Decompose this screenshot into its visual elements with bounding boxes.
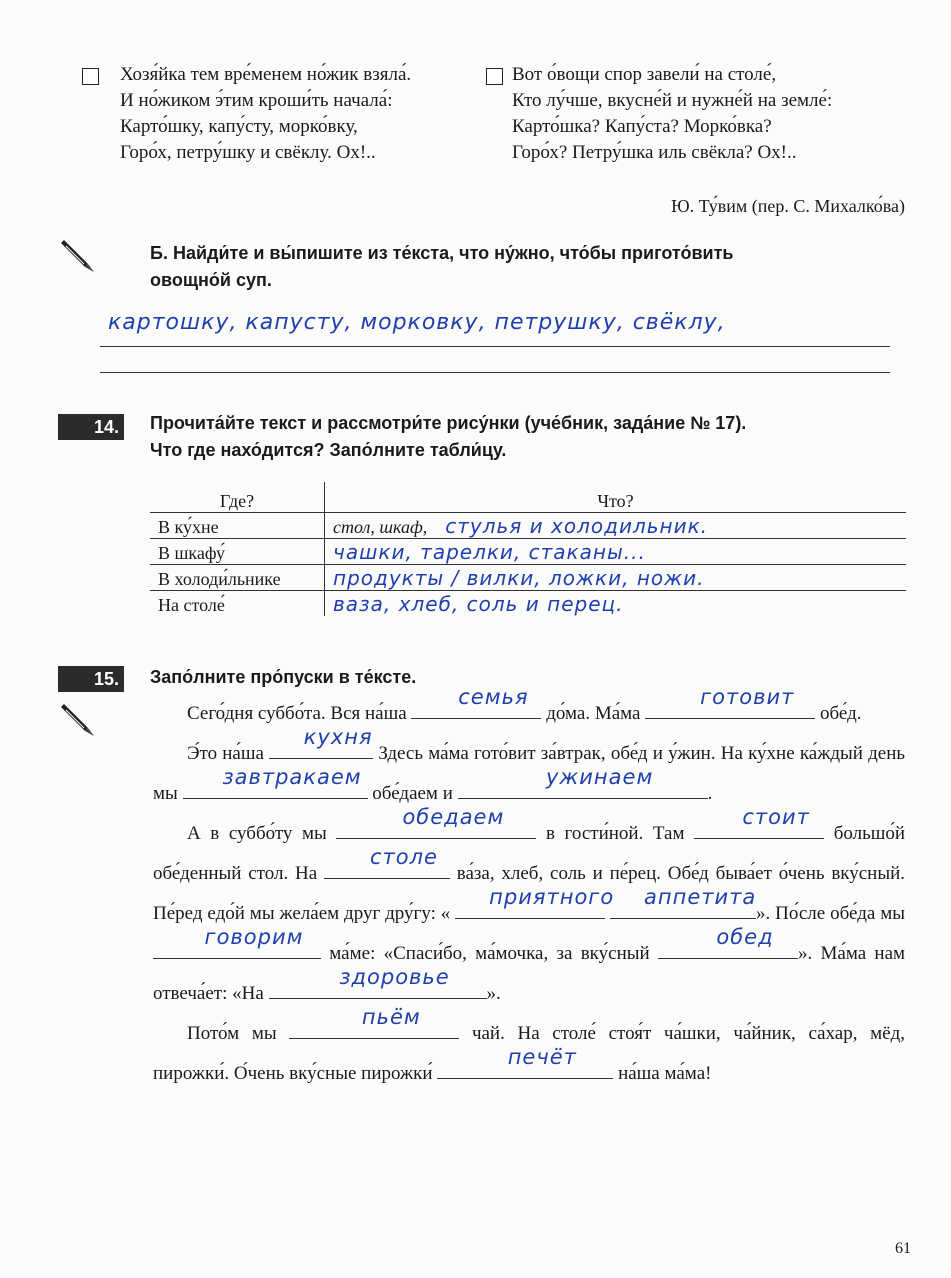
- text: ма́ме: «Спаси́бо, ма́мочка,: [329, 943, 549, 964]
- row-where: На столе́: [150, 591, 325, 617]
- table-row: [150, 539, 906, 565]
- row-answer: ваза, хлеб, соль и перец.: [333, 592, 624, 616]
- col-where-header: Где?: [150, 482, 325, 513]
- blank-answer: столе: [369, 845, 438, 869]
- task-15-number-badge: [58, 666, 124, 692]
- text: обе́даем и: [372, 783, 453, 804]
- blank-pleasant[interactable]: [455, 885, 615, 919]
- blank-table[interactable]: [324, 845, 450, 879]
- blank-breakfast[interactable]: [183, 765, 368, 799]
- blank-say[interactable]: [153, 925, 321, 959]
- answer-line-1[interactable]: [100, 336, 890, 347]
- task-14-line2: Что где нахо́дится? Запо́лните табли́цу.: [150, 440, 507, 460]
- page-number: 61: [895, 1240, 911, 1257]
- task-b-line1: Б. Найди́те и вы́пишите из те́кста, что ну́жно, что́бы пригото́вить: [150, 243, 734, 263]
- row-what-cell[interactable]: [325, 591, 907, 617]
- blank-answer: завтракаем: [222, 765, 362, 789]
- text: пирожки́. О́чень вку́сные пирожки́: [153, 1063, 433, 1084]
- row-answer: стулья и холодильник.: [445, 514, 709, 538]
- text: Здесь ма́ма гото́вит за́втрак, обе́д и у́жин. На ку́хне: [378, 743, 795, 764]
- blank-answer: здоровье: [339, 965, 450, 989]
- blank-stands[interactable]: [694, 805, 824, 839]
- blank-answer: обед: [716, 925, 774, 949]
- blank-lunch[interactable]: [336, 805, 536, 839]
- task-14-heading: [150, 410, 746, 464]
- poem-line: И но́жиком э́тим кроши́ть начала́:: [120, 90, 393, 111]
- blank-answer: стоит: [742, 805, 810, 829]
- text: Э́то на́ша: [187, 743, 264, 764]
- blank-kitchen[interactable]: [269, 725, 373, 759]
- checkbox-right[interactable]: [486, 68, 503, 85]
- blank-answer: готовит: [700, 685, 795, 709]
- text: ка́ждый день мы: [153, 743, 906, 804]
- row-what-cell[interactable]: [325, 539, 907, 565]
- task-15-title: Запо́лните про́пуски в те́ксте.: [150, 667, 417, 687]
- task-15-text: [153, 685, 906, 1094]
- row-what-cell[interactable]: [325, 565, 907, 591]
- table-header-row: [150, 482, 906, 513]
- blank-health[interactable]: [269, 965, 487, 999]
- blank-answer: кухня: [303, 725, 373, 749]
- poem-line: Вот о́вощи спор завели́ на столе́,: [512, 64, 777, 85]
- table-row: [150, 565, 906, 591]
- blank-drink[interactable]: [289, 1005, 459, 1039]
- blank-answer: аппетита: [644, 885, 757, 909]
- blank-answer: пьём: [361, 1005, 421, 1029]
- row-where: В ку́хне: [150, 513, 325, 539]
- text: до́ма. Ма́ма: [546, 703, 641, 724]
- task-b-answer: картошку, капусту, морковку, петрушку, свёклу,: [108, 310, 726, 335]
- row-answer: продукты / вилки, ложки, ножи.: [333, 566, 705, 590]
- row-answer: чашки, тарелки, стаканы...: [333, 540, 646, 564]
- row-where: В шкафу́: [150, 539, 325, 565]
- blank-bakes[interactable]: [437, 1045, 613, 1079]
- poem-author: Ю. Ту́вим (пер. С. Михалко́ва): [671, 196, 905, 216]
- row-where: В холоди́льнике: [150, 565, 325, 591]
- row-what-cell[interactable]: [325, 513, 907, 539]
- poem-line: Хозя́йка тем вре́менем но́жик взяла́.: [120, 64, 412, 85]
- answer-line-2[interactable]: [100, 362, 890, 373]
- table-row: [150, 591, 906, 617]
- text: .: [707, 783, 713, 804]
- row-printed: стол, шкаф,: [333, 517, 428, 537]
- poem-line: Кто лу́чше, вкусне́й и нужне́й на земле́:: [512, 90, 833, 111]
- blank-answer: семья: [458, 685, 529, 709]
- blank-family[interactable]: [411, 685, 541, 719]
- text: быва́ет о́чень вку́сный. Пе́ред едо́й мы жела́ем друг дру́гу: «: [153, 863, 906, 924]
- poem-line: Горо́х, петру́шку и свёклу. Ох!..: [120, 142, 376, 163]
- blank-meal[interactable]: [658, 925, 798, 959]
- where-what-table: [150, 482, 906, 616]
- poem-left: [120, 62, 411, 166]
- text: за вку́сный: [556, 943, 650, 964]
- text: ва́за, хлеб, соль и пе́рец. Обе́д: [456, 863, 709, 884]
- text: ». По́сле обе́да мы: [756, 903, 905, 924]
- text: Сего́дня суббо́та. Вся на́ша: [187, 703, 407, 724]
- task-b-heading: [150, 240, 734, 294]
- text: Пото́м мы: [187, 1023, 277, 1044]
- blank-answer: говорим: [204, 925, 304, 949]
- text: на́ша ма́ма!: [618, 1063, 712, 1084]
- checkbox-left[interactable]: [82, 68, 99, 85]
- blank-answer: приятного: [489, 885, 615, 909]
- text: чай. На столе́ стоя́т ча́шки, ча́йник, са́хар, мёд,: [471, 1023, 905, 1044]
- task-14-line1: Прочита́йте текст и рассмотри́те рису́нки (уче́бник, зада́ние № 17).: [150, 413, 747, 433]
- text: А в суббо́ту мы: [187, 823, 327, 844]
- blank-answer: печёт: [507, 1045, 577, 1069]
- blank-dinner[interactable]: [458, 765, 708, 799]
- poem-line: Карто́шку, капу́сту, морко́вку,: [120, 116, 358, 137]
- text: большо́й обе́денный стол. На: [153, 823, 906, 884]
- blank-appetite[interactable]: [610, 885, 757, 919]
- poem-line: Карто́шка? Капу́ста? Морко́вка?: [512, 116, 772, 137]
- task-14-number-badge: [58, 414, 124, 440]
- blank-cooks[interactable]: [645, 685, 815, 719]
- task-15-number: 15.: [94, 669, 120, 689]
- paragraph-3: [153, 805, 906, 1014]
- table-row: [150, 513, 906, 539]
- col-what-header: Что?: [325, 482, 907, 513]
- pen-icon: [58, 700, 98, 740]
- paragraph-1: [153, 685, 905, 734]
- text: в гости́ной. Там: [545, 823, 685, 844]
- text: обе́д.: [819, 703, 862, 724]
- paragraph-4: [153, 1005, 905, 1094]
- blank-answer: обедаем: [402, 805, 505, 829]
- poem-right: [512, 62, 832, 166]
- blank-answer: ужинаем: [545, 765, 654, 789]
- text: ». Ма́ма нам отвеча́ет: «На: [153, 943, 906, 1004]
- task-b-line2: овощно́й суп.: [150, 270, 272, 290]
- text: ».: [486, 983, 501, 1004]
- task-14-number: 14.: [94, 417, 120, 437]
- pen-icon: [58, 236, 98, 276]
- poem-line: Горо́х? Петру́шка иль свёкла? Ох!..: [512, 142, 797, 163]
